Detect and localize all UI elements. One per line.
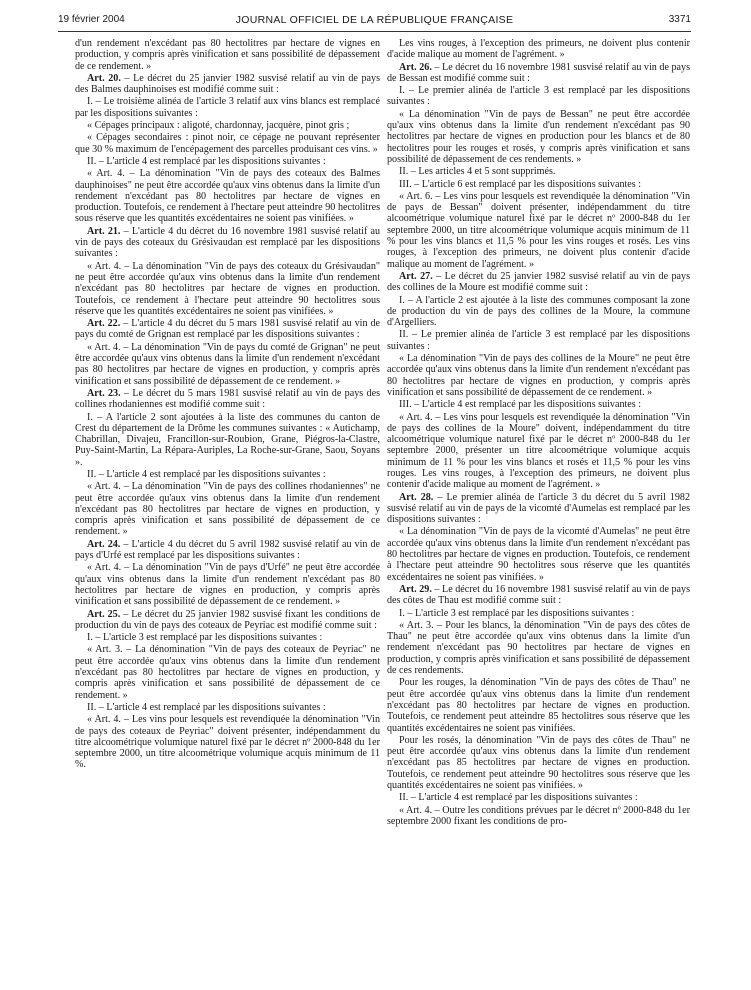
- paragraph-text: – L'article 4 du décret du 5 mars 1981 susvisé relatif au vin de pays du comté de Grignan est remplacé par les dispositions suivantes :: [75, 318, 381, 341]
- paragraph-text: « Cépages principaux : aligoté, chardonnay, jacquère, pinot gris ;: [87, 120, 350, 132]
- paragraph: [387, 109, 690, 165]
- paragraph: [75, 481, 380, 537]
- paragraph: [75, 342, 380, 387]
- paragraph-text: – Le décret du 25 janvier 1982 susvisé relatif au vin de pays des Balmes dauphinoises est modifié comme suit :: [75, 72, 381, 96]
- paragraph: [75, 609, 380, 632]
- paragraph-text: II. – L'article 4 est remplacé par les dispositions suivantes :: [399, 792, 638, 804]
- paragraph: [387, 62, 690, 85]
- paragraph-text: – L'article 4 du décret du 16 novembre 1981 susvisé relatif au vin de pays des coteaux du Grésivaudan est remplacé par les dispositions suivantes :: [75, 225, 381, 260]
- article-number: Art. 27.: [399, 270, 433, 282]
- paragraph: [387, 526, 690, 582]
- paragraph: [75, 539, 380, 562]
- paragraph: [387, 805, 690, 828]
- paragraph: [387, 399, 690, 410]
- paragraph: [387, 271, 690, 294]
- paragraph-text: Pour les rouges, la dénomination "Vin de pays des côtes de Thau" ne peut être accordée qu'aux vins obtenus dans la limite d'un rendement n'excédant pas 80 hectolitres par hectare de vignes en production. Toutefois, ce rendement peut atteindre 85 hectolitres sous réserve que les quantités excédentaires ne soient pas vinifiées.: [387, 677, 690, 734]
- paragraph: [387, 620, 690, 676]
- article-number: Art. 21.: [87, 225, 121, 237]
- paragraph: [75, 388, 380, 411]
- publication-date: 19 février 2004: [58, 14, 125, 25]
- paragraph-text: « Art. 4. – La dénomination "Vin de pays d'Urfé" ne peut être accordée qu'aux vins obtenus dans la limite d'un rendement n'excédant pas 80 hectolitres par hectare de vignes en production, y compris après vinification et sans possibilité de dépassement de ce rendement. »: [75, 562, 380, 608]
- paragraph-text: « Art. 4. – Les vins pour lesquels est revendiquée la dénomination "Vin de pays des coteaux de Peyriac" doivent présenter, indépendamment du titre alcoométrique volumique naturel fixé par le décret nº 2000-848 du 1er septembre 2000, un titre alcoométrique volumique acquis minimum de 11 %.: [75, 714, 380, 771]
- article-number: Art. 28.: [399, 491, 434, 503]
- paragraph-text: I. – A l'article 2 sont ajoutées à la liste des communes du canton de Crest du département de la Drôme les communes suivantes : « Autichamp, Chabrillan, Divajeu, Francillon-sur-Roubion, Grane, Piégros-la-Clastre, Puy-Saint-Martin, La Répara-Auriples, La Roche-sur-Grane, Saou, Soyans ».: [75, 411, 380, 468]
- article-number: Art. 26.: [399, 61, 432, 73]
- paragraph-text: I. – Le troisième alinéa de l'article 3 relatif aux vins blancs est remplacé par les dispositions suivantes :: [75, 96, 380, 119]
- paragraph-text: II. – L'article 4 est remplacé par les dispositions suivantes :: [87, 468, 326, 480]
- page-number: 3371: [668, 14, 691, 25]
- paragraph: [387, 179, 690, 190]
- paragraph-text: III. – L'article 6 est remplacé par les dispositions suivantes :: [399, 178, 642, 190]
- paragraph-text: « Art. 4. – La dénomination "Vin de pays des coteaux du Grésivaudan" ne peut être accordée qu'aux vins obtenus dans la limite d'un rendement n'excédant pas 80 hectolitres par hectare de vignes en production. Toutefois, ce rendement à l'hectare peut atteindre 90 hectolitres sous réserve que les quantités excédentaires ne soient pas vinifiées. »: [75, 260, 380, 317]
- article-number: Art. 29.: [399, 583, 432, 595]
- paragraph: [75, 120, 380, 131]
- paragraph: [387, 295, 690, 329]
- paragraph-text: « Art. 4. – Les vins pour lesquels est revendiquée la dénomination "Vin de pays des collines de la Moure" doivent, indépendamment du titre alcoométrique volumique naturel fixé par le décret nº 2000-848 du 1er septembre 2000, présenter un titre alcoométrique volumique acquis minimum de 11 % pour les vins blancs et rosés et 11,5 % pour les vins rouges. Les vins rouges, à l'exception des primeurs, ne doivent plus contenir d'acide malique au moment de l'agrément. »: [387, 411, 690, 491]
- paragraph: [75, 38, 380, 72]
- paragraph-text: « Art. 3. – Pour les blancs, la dénomination "Vin de pays des côtes de Thau" ne peut être accordée qu'aux vins obtenus dans la limite d'un rendement n'excédant pas 90 hectolitres par hectare de vignes en production, y compris après vinification et sans possibilité de dépassement de ces rendements.: [387, 619, 690, 677]
- paragraph: [75, 318, 380, 341]
- paragraph-text: « Art. 4. – La dénomination "Vin de pays des collines rhodaniennes" ne peut être accordée qu'aux vins obtenus dans la limite d'un rendement n'excédant pas 80 hectolitres par hectare de vignes en production, y compris après vinification et sans possibilité de dépassement de ce rendement. »: [75, 481, 380, 538]
- paragraph: [387, 353, 690, 398]
- article-number: Art. 25.: [87, 608, 121, 620]
- paragraph-text: « La dénomination "Vin de pays des collines de la Moure" ne peut être accordée qu'aux vins obtenus dans la limite d'un rendement n'excédant pas 80 hectolitres par hectare de vignes en production, y compris après vinification et sans possibilité de dépassement de ce rendement. »: [387, 353, 690, 398]
- paragraph-text: II. – L'article 4 est remplacé par les dispositions suivantes :: [87, 701, 326, 713]
- paragraph: [75, 632, 380, 643]
- journal-title: JOURNAL OFFICIEL DE LA RÉPUBLIQUE FRANÇAISE: [235, 14, 514, 26]
- left-column: [75, 38, 380, 771]
- header-rule: [58, 31, 691, 32]
- paragraph-text: I. – L'article 3 est remplacé par les dispositions suivantes :: [87, 632, 323, 644]
- paragraph-text: II. – Les articles 4 et 5 sont supprimés.: [399, 166, 556, 178]
- paragraph: [387, 677, 690, 733]
- paragraph-text: – Le décret du 25 janvier 1982 susvisé relatif au vin de pays des collines de la Moure est modifié comme suit :: [387, 270, 691, 294]
- paragraph: [387, 584, 690, 607]
- paragraph-text: « La dénomination "Vin de pays de Bessan" ne peut être accordée qu'aux vins obtenus dans la limite d'un rendement n'excédant pas 90 hectolitres par hectare de vignes en production pour les blancs et de 80 hectolitres pour les rouges et rosés, y compris après vinification et sans possibilité de dépassement de ces rendements. »: [387, 108, 690, 165]
- paragraph-text: « Art. 6. – Les vins pour lesquels est revendiquée la dénomination "Vin de pays de Bessan" doivent présenter, indépendamment du titre alcoométrique volumique naturel fixé par le décret nº 2000-848 du 1er septembre 2000, un titre alcoométrique volumique acquis minimum de 11 % pour les vins blancs et 11,5 % pour les vins rouges et rosés. Les vins rouges, à l'exception des primeurs, ne doivent plus contenir d'acide malique au moment de l'agrément. »: [387, 190, 690, 270]
- paragraph: [75, 226, 380, 260]
- article-number: Art. 22.: [87, 318, 121, 330]
- paragraph-text: d'un rendement n'excédant pas 80 hectolitres par hectare de vignes en production, y compris après vinification et sans possibilité de dépassement de ce rendement. »: [75, 38, 380, 72]
- paragraph-text: « Art. 4. – La dénomination "Vin de pays des coteaux des Balmes dauphinoises" ne peut être accordée qu'aux vins obtenus dans la limite d'un rendement n'excédant pas 80 hectolitres par hectare de vignes en production. Toutefois, ce rendement à l'hectare peut atteindre 90 hectolitres sous réserve que les quantités excédentaires ne soient pas vinifiées. »: [75, 168, 380, 225]
- article-number: Art. 23.: [87, 387, 121, 399]
- paragraph: [387, 38, 690, 61]
- paragraph: [75, 156, 380, 167]
- paragraph: [387, 191, 690, 270]
- paragraph-text: – Le décret du 25 janvier 1982 susvisé fixant les conditions de production du vin de pays des coteaux de Peyriac est modifié comme suit :: [75, 608, 380, 631]
- article-number: Art. 20.: [87, 72, 121, 84]
- paragraph: [75, 469, 380, 480]
- paragraph: [387, 608, 690, 619]
- paragraph-text: – L'article 4 du décret du 5 avril 1982 susvisé relatif au vin de pays d'Urfé est remplacé par les dispositions suivantes :: [75, 538, 381, 562]
- paragraph-text: « Art. 3. – La dénomination "Vin de pays des coteaux de Peyriac" ne peut être accordée qu'aux vins obtenus dans la limite d'un rendement n'excédant pas 80 hectolitres par hectare de vignes en production, y compris après vinification et sans possibilité de dépassement de ce rendement. »: [75, 644, 380, 701]
- paragraph-text: I. – L'article 3 est remplacé par les dispositions suivantes :: [399, 607, 635, 619]
- paragraph: [75, 168, 380, 224]
- paragraph: [75, 644, 380, 700]
- paragraph: [387, 492, 690, 526]
- paragraph-text: « Cépages secondaires : pinot noir, ce cépage ne pouvant représenter que 30 % maximum de l'encépagement des parcelles produisant ces vins. »: [75, 132, 380, 155]
- paragraph-text: Les vins rouges, à l'exception des primeurs, ne doivent plus contenir d'acide malique au moment de l'agrément. »: [387, 38, 690, 61]
- paragraph: [75, 412, 380, 468]
- paragraph-text: « La dénomination "Vin de pays de la vicomté d'Aumelas" ne peut être accordée qu'aux vins obtenus dans la limite d'un rendement n'excédant pas 80 hectolitres par hectare de vignes en production. Toutefois, ce rendement à l'hectare peut atteindre 90 hectolitres sous réserve que les quantités excédentaires ne soient pas vinifiées. »: [387, 526, 690, 583]
- paragraph: [75, 132, 380, 155]
- paragraph: [75, 73, 380, 96]
- paragraph: [75, 714, 380, 770]
- paragraph: [387, 735, 690, 791]
- paragraph-text: II. – Le premier alinéa de l'article 3 est remplacé par les dispositions suivantes :: [387, 329, 690, 352]
- paragraph: [75, 702, 380, 713]
- paragraph: [387, 166, 690, 177]
- paragraph: [75, 261, 380, 317]
- paragraph-text: I. – A l'article 2 est ajoutée à la liste des communes composant la zone de production du vin de pays des collines de la Moure, la commune d'Argelliers.: [387, 294, 690, 329]
- paragraph-text: Pour les rosés, la dénomination "Vin de pays des côtes de Thau" ne peut être accordée qu'aux vins obtenus dans la limite d'un rendement n'excédant pas 85 hectolitres par hectare de vignes en production. Toutefois, ce rendement peut atteindre 90 hectolitres sous réserve que les quantités excédentaires ne soient pas vinifiées. »: [387, 734, 690, 791]
- paragraph: [75, 96, 380, 119]
- paragraph-text: – Le décret du 5 mars 1981 susvisé relatif au vin de pays des collines rhodaniennes est modifié comme suit :: [75, 387, 380, 411]
- paragraph: [75, 562, 380, 607]
- paragraph: [387, 792, 690, 803]
- paragraph: [387, 85, 690, 108]
- paragraph-text: « Art. 4. – Outre les conditions prévues par le décret nº 2000-848 du 1er septembre 2000 fixant les conditions de pro-: [387, 804, 690, 827]
- paragraph: [387, 412, 690, 491]
- paragraph-text: – Le décret du 16 novembre 1981 susvisé relatif au vin de pays de Bessan est modifié comme suit :: [387, 61, 690, 84]
- paragraph-text: II. – L'article 4 est remplacé par les dispositions suivantes :: [87, 155, 326, 167]
- paragraph-text: « Art. 4. – La dénomination "Vin de pays du comté de Grignan" ne peut être accordée qu'aux vins obtenus dans la limite d'un rendement n'excédant pas 80 hectolitres par hectare de vignes en production, y compris après vinification et sans possibilité de dépassement de ce rendement. »: [75, 341, 380, 387]
- paragraph-text: – Le décret du 16 novembre 1981 susvisé relatif au vin de pays des côtes de Thau est modifié comme suit :: [387, 583, 690, 607]
- paragraph-text: – Le premier alinéa de l'article 3 du décret du 5 avril 1982 susvisé relatif au vin de pays de la vicomté d'Aumelas est remplacé par les dispositions suivantes :: [387, 491, 690, 526]
- right-column: [387, 38, 690, 827]
- paragraph: [387, 329, 690, 352]
- article-number: Art. 24.: [87, 538, 121, 550]
- paragraph-text: I. – Le premier alinéa de l'article 3 est remplacé par les dispositions suivantes :: [387, 85, 690, 108]
- paragraph-text: III. – L'article 4 est remplacé par les dispositions suivantes :: [399, 399, 642, 411]
